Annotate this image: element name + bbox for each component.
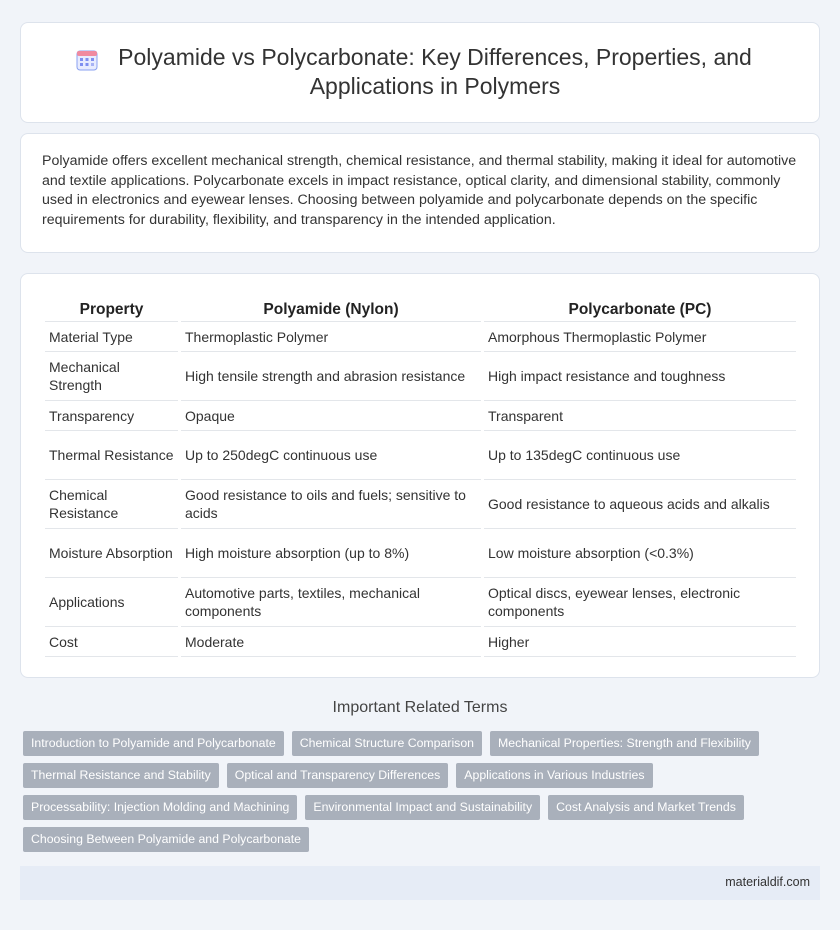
property-cell: Transparency <box>45 401 178 431</box>
polycarbonate-cell: Up to 135degC continuous use <box>484 431 796 480</box>
intro-card <box>20 133 820 253</box>
property-cell: Cost <box>45 627 178 657</box>
header-property: Property <box>45 296 178 322</box>
polycarbonate-cell: Amorphous Thermoplastic Polymer <box>484 322 796 352</box>
header-polyamide: Polyamide (Nylon) <box>181 296 481 322</box>
polycarbonate-cell: High impact resistance and toughness <box>484 352 796 401</box>
polyamide-cell: Good resistance to oils and fuels; sensitive to acids <box>181 480 481 529</box>
related-term-tag[interactable]: Applications in Various Industries <box>456 763 652 788</box>
intro-paragraph: Polyamide offers excellent mechanical strength, chemical resistance, and thermal stability, making it ideal for automotive and textile applications. Polycarbonate excels in impact resistance, optical clarity, and dimensional stability, commonly used in electronics and eyewear lenses. Choosing between polyamide and polycarbonate depends on the specific requirements for durability, flexibility, and transparency in the intended application. <box>42 153 797 228</box>
related-term-tag[interactable]: Introduction to Polyamide and Polycarbonate <box>23 731 284 756</box>
property-cell: Thermal Resistance <box>45 431 178 480</box>
footer <box>20 866 820 900</box>
table-row <box>45 401 796 431</box>
related-term-tag[interactable]: Optical and Transparency Differences <box>227 763 449 788</box>
page-title: Polyamide vs Polycarbonate: Key Differences, Properties, and Applications in Polymers <box>118 44 752 99</box>
polycarbonate-cell: Higher <box>484 627 796 657</box>
polyamide-cell: High tensile strength and abrasion resistance <box>181 352 481 401</box>
property-cell: Chemical Resistance <box>45 480 178 529</box>
footer-site-link[interactable]: materialdif.com <box>725 875 810 889</box>
related-term-tag[interactable]: Processability: Injection Molding and Machining <box>23 795 297 820</box>
table-row <box>45 578 796 627</box>
comparison-table-card <box>20 273 820 678</box>
property-cell: Material Type <box>45 322 178 352</box>
polycarbonate-cell: Transparent <box>484 401 796 431</box>
table-header-row <box>45 296 796 322</box>
related-term-tag[interactable]: Mechanical Properties: Strength and Flexibility <box>490 731 759 756</box>
polycarbonate-cell: Optical discs, eyewear lenses, electronic components <box>484 578 796 627</box>
header-card <box>20 22 820 123</box>
related-term-tag[interactable]: Thermal Resistance and Stability <box>23 763 219 788</box>
polycarbonate-cell: Low moisture absorption (<0.3%) <box>484 529 796 578</box>
polyamide-cell: Opaque <box>181 401 481 431</box>
related-terms-list <box>23 731 803 852</box>
related-term-tag[interactable]: Cost Analysis and Market Trends <box>548 795 744 820</box>
table-row <box>45 627 796 657</box>
comparison-table <box>42 296 799 657</box>
polyamide-cell: Up to 250degC continuous use <box>181 431 481 480</box>
polyamide-cell: Thermoplastic Polymer <box>181 322 481 352</box>
polyamide-cell: Moderate <box>181 627 481 657</box>
header-polycarbonate: Polycarbonate (PC) <box>484 296 796 322</box>
property-cell: Applications <box>45 578 178 627</box>
polyamide-cell: Automotive parts, textiles, mechanical components <box>181 578 481 627</box>
table-row <box>45 322 796 352</box>
table-row <box>45 480 796 529</box>
property-cell: Moisture Absorption <box>45 529 178 578</box>
table-row <box>45 431 796 480</box>
polycarbonate-cell: Good resistance to aqueous acids and alkalis <box>484 480 796 529</box>
polyamide-cell: High moisture absorption (up to 8%) <box>181 529 481 578</box>
property-cell: Mechanical Strength <box>45 352 178 401</box>
related-terms-heading: Important Related Terms <box>332 699 508 716</box>
related-term-tag[interactable]: Choosing Between Polyamide and Polycarbonate <box>23 827 309 852</box>
related-term-tag[interactable]: Chemical Structure Comparison <box>292 731 482 756</box>
table-row <box>45 352 796 401</box>
table-row <box>45 529 796 578</box>
related-term-tag[interactable]: Environmental Impact and Sustainability <box>305 795 540 820</box>
